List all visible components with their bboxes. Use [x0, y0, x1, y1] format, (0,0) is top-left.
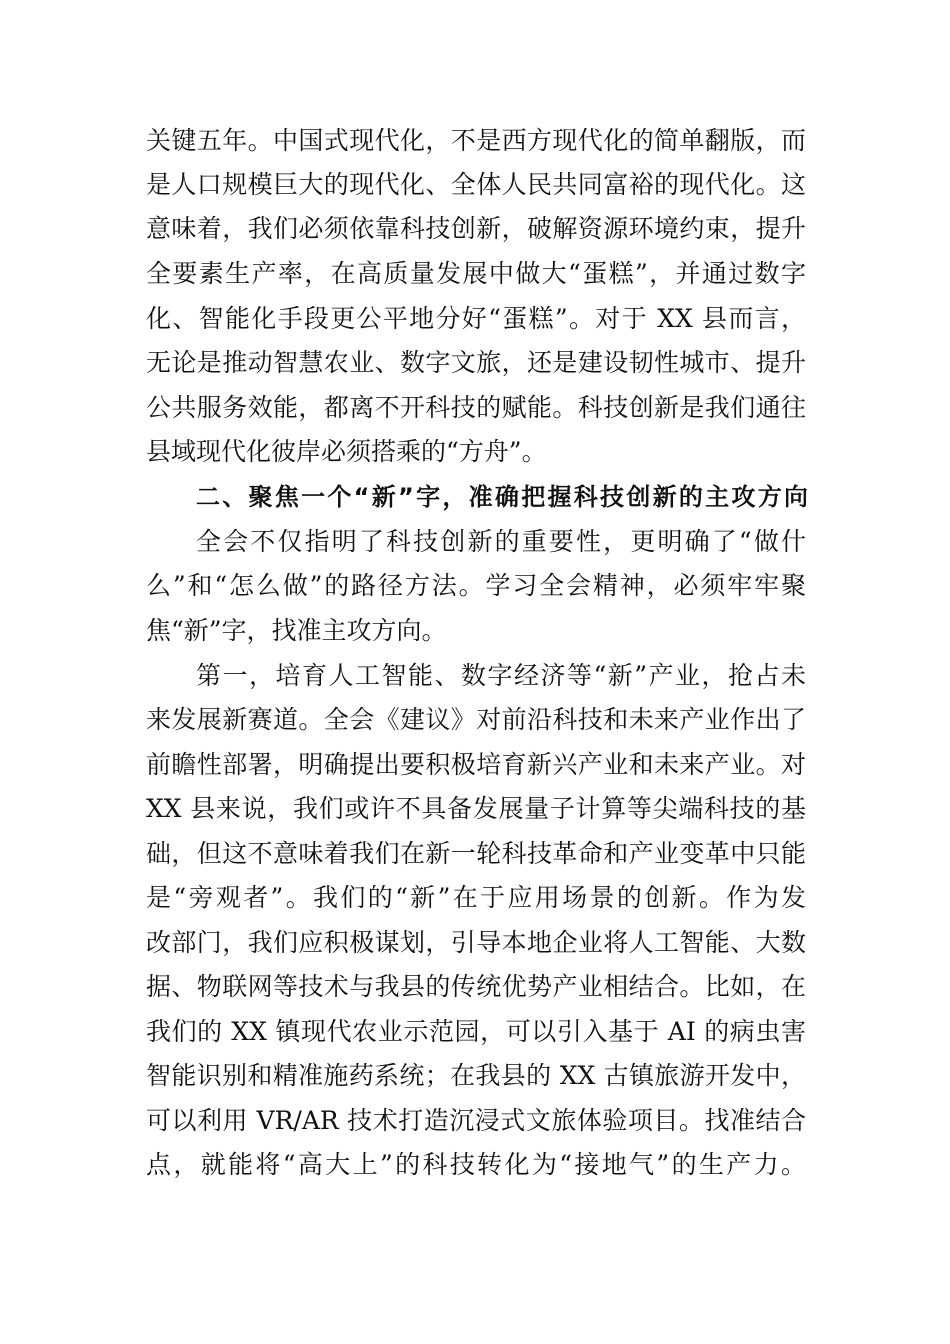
- para1-line-5: 化、智能化手段更公平地分好“蛋糕”。对于 XX 县而言，: [146, 304, 806, 333]
- para3-line-1: 第一，培育人工智能、数字经济等“新”产业，抢占未: [196, 661, 806, 690]
- para2-line-3: 焦“新”字，找准主攻方向。: [146, 616, 447, 645]
- para1-line-8: 县域现代化彼岸必须搭乘的“方舟”。: [146, 437, 547, 466]
- para3-line-8: 据、物联网等技术与我县的传统优势产业相结合。比如，在: [146, 972, 806, 1001]
- para3-line-7: 改部门，我们应积极谋划，引导本地企业将人工智能、大数: [146, 928, 806, 957]
- section-heading: 二、聚焦一个“新”字，准确把握科技创新的主攻方向: [196, 483, 808, 511]
- para3-line-4: XX 县来说，我们或许不具备发展量子计算等尖端科技的基: [146, 794, 806, 823]
- para1-line-1: 关键五年。中国式现代化，不是西方现代化的简单翻版，而: [146, 126, 806, 155]
- para3-line-10: 智能识别和精准施药系统；在我县的 XX 古镇旅游开发中，: [146, 1061, 806, 1090]
- para3-line-3: 前瞻性部署，明确提出要积极培育新兴产业和未来产业。对: [146, 750, 806, 779]
- para3-line-12: 点，就能将“高大上”的科技转化为“接地气”的生产力。: [146, 1150, 806, 1179]
- para3-line-9: 我们的 XX 镇现代农业示范园，可以引入基于 AI 的病虫害: [146, 1017, 806, 1046]
- para1-line-6: 无论是推动智慧农业、数字文旅，还是建设韧性城市、提升: [146, 348, 806, 377]
- para3-line-2: 来发展新赛道。全会《建议》对前沿科技和未来产业作出了: [146, 705, 806, 734]
- para1-line-3: 意味着，我们必须依靠科技创新，破解资源环境约束，提升: [146, 214, 806, 243]
- para2-line-1: 全会不仅指明了科技创新的重要性，更明确了“做什: [196, 527, 806, 556]
- para1-line-2: 是人口规模巨大的现代化、全体人民共同富裕的现代化。这: [146, 170, 806, 199]
- para3-line-11: 可以利用 VR/AR 技术打造沉浸式文旅体验项目。找准结合: [146, 1106, 806, 1135]
- para2-line-2: 么”和“怎么做”的路径方法。学习全会精神，必须牢牢聚: [146, 571, 806, 600]
- para3-line-6: 是“旁观者”。我们的“新”在于应用场景的创新。作为发: [146, 883, 806, 912]
- para1-line-7: 公共服务效能，都离不开科技的赋能。科技创新是我们通往: [146, 393, 806, 422]
- para3-line-5: 础，但这不意味着我们在新一轮科技革命和产业变革中只能: [146, 839, 806, 868]
- para1-line-4: 全要素生产率，在高质量发展中做大“蛋糕”，并通过数字: [146, 259, 806, 288]
